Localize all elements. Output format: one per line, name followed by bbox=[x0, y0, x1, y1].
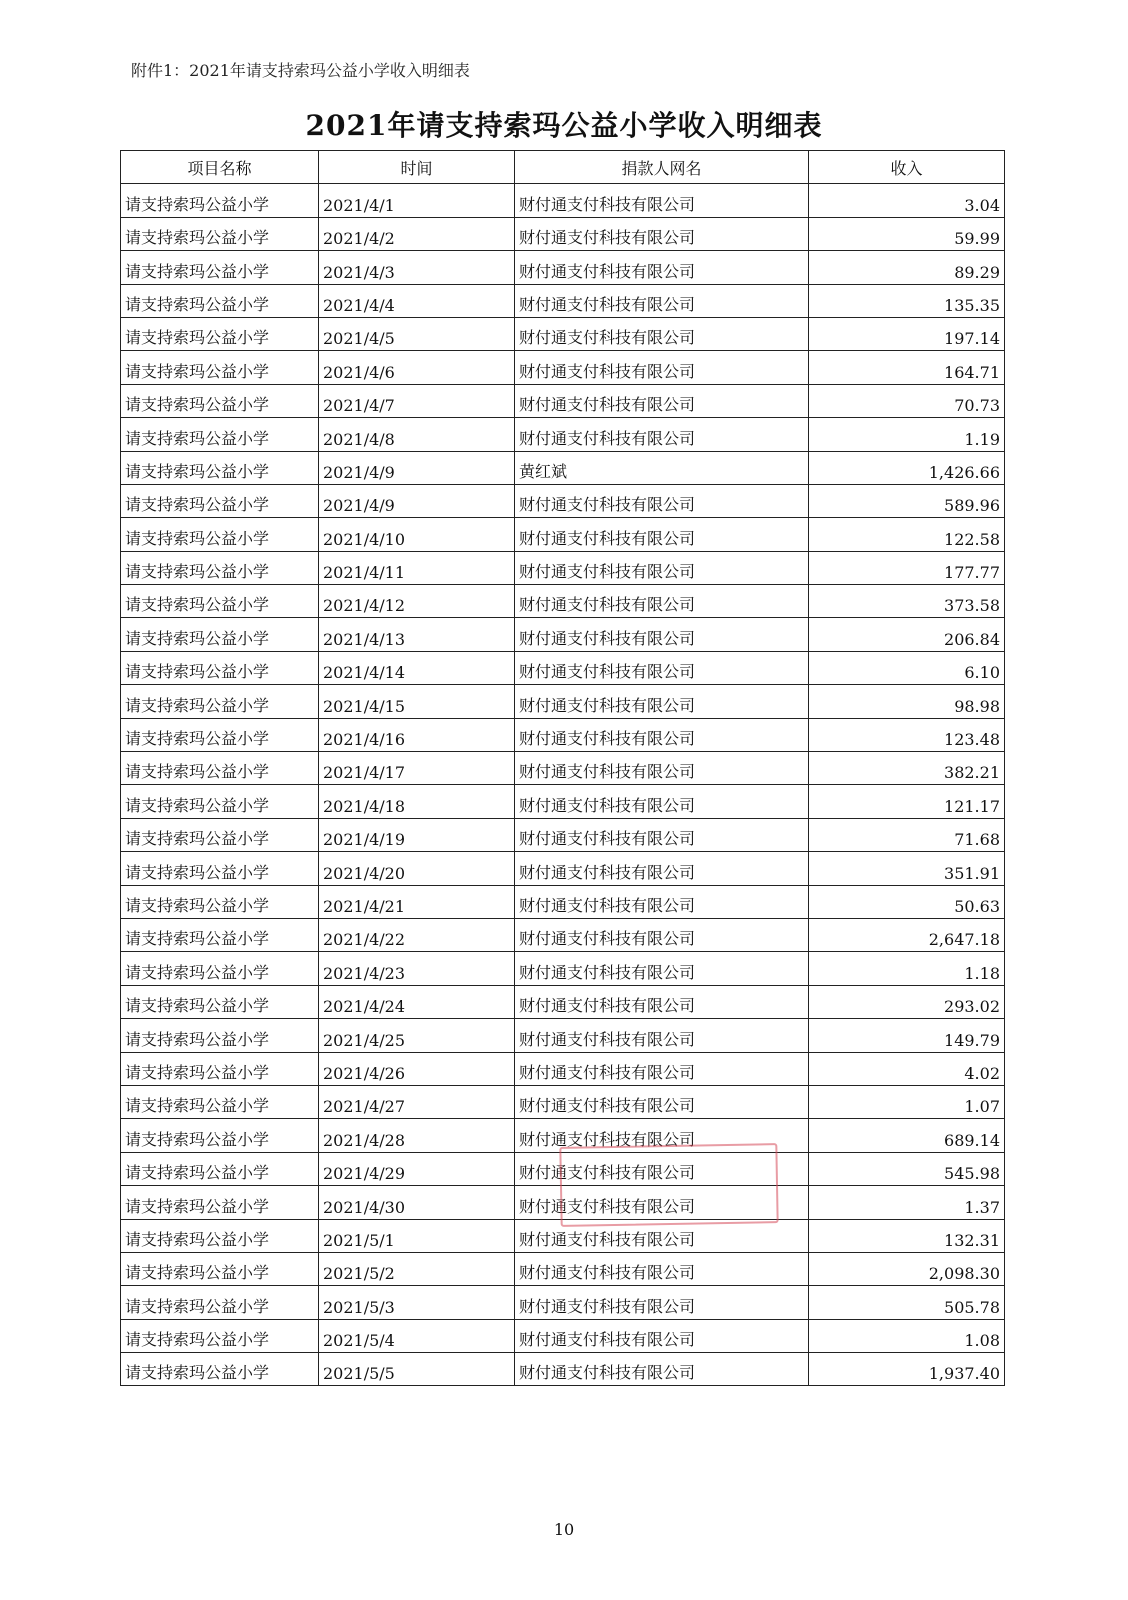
table-row bbox=[121, 651, 1005, 684]
table-row bbox=[121, 1219, 1005, 1252]
document-title: 2021年请支持索玛公益小学收入明细表 bbox=[305, 109, 823, 142]
table-row bbox=[121, 952, 1005, 985]
table-row bbox=[121, 1353, 1005, 1386]
cell-amount: 1.19 bbox=[809, 418, 1005, 451]
table-row bbox=[121, 1152, 1005, 1185]
cell-donor: 财付通支付科技有限公司 bbox=[515, 284, 809, 317]
cell-amount: 98.98 bbox=[809, 685, 1005, 718]
cell-date: 2021/4/19 bbox=[319, 818, 515, 851]
cell-donor: 财付通支付科技有限公司 bbox=[515, 484, 809, 517]
cell-donor: 财付通支付科技有限公司 bbox=[515, 918, 809, 951]
cell-date: 2021/4/9 bbox=[319, 484, 515, 517]
cell-amount: 293.02 bbox=[809, 985, 1005, 1018]
cell-date: 2021/4/9 bbox=[319, 451, 515, 484]
cell-donor: 财付通支付科技有限公司 bbox=[515, 752, 809, 785]
table-row bbox=[121, 518, 1005, 551]
cell-date: 2021/4/22 bbox=[319, 918, 515, 951]
cell-amount: 505.78 bbox=[809, 1286, 1005, 1319]
cell-date: 2021/5/1 bbox=[319, 1219, 515, 1252]
cell-donor: 财付通支付科技有限公司 bbox=[515, 1252, 809, 1285]
table-row bbox=[121, 718, 1005, 751]
cell-project: 请支持索玛公益小学 bbox=[121, 184, 319, 217]
column-header-project: 项目名称 bbox=[121, 151, 319, 184]
cell-donor: 财付通支付科技有限公司 bbox=[515, 1119, 809, 1152]
table-row bbox=[121, 585, 1005, 618]
cell-amount: 71.68 bbox=[809, 818, 1005, 851]
cell-amount: 373.58 bbox=[809, 585, 1005, 618]
cell-date: 2021/4/25 bbox=[319, 1019, 515, 1052]
cell-project: 请支持索玛公益小学 bbox=[121, 651, 319, 684]
cell-project: 请支持索玛公益小学 bbox=[121, 852, 319, 885]
cell-project: 请支持索玛公益小学 bbox=[121, 351, 319, 384]
table-row bbox=[121, 885, 1005, 918]
cell-amount: 4.02 bbox=[809, 1052, 1005, 1085]
cell-project: 请支持索玛公益小学 bbox=[121, 885, 319, 918]
page-number: 10 bbox=[553, 1520, 575, 1539]
cell-project: 请支持索玛公益小学 bbox=[121, 685, 319, 718]
income-table bbox=[120, 150, 1005, 1386]
cell-date: 2021/4/29 bbox=[319, 1152, 515, 1185]
table-row bbox=[121, 618, 1005, 651]
cell-donor: 财付通支付科技有限公司 bbox=[515, 1019, 809, 1052]
cell-date: 2021/4/16 bbox=[319, 718, 515, 751]
cell-date: 2021/4/23 bbox=[319, 952, 515, 985]
cell-date: 2021/4/3 bbox=[319, 251, 515, 284]
cell-date: 2021/4/4 bbox=[319, 284, 515, 317]
cell-amount: 351.91 bbox=[809, 852, 1005, 885]
cell-donor: 财付通支付科技有限公司 bbox=[515, 1186, 809, 1219]
table-row bbox=[121, 1119, 1005, 1152]
cell-project: 请支持索玛公益小学 bbox=[121, 1186, 319, 1219]
table-row bbox=[121, 551, 1005, 584]
cell-amount: 123.48 bbox=[809, 718, 1005, 751]
table-header-row bbox=[121, 151, 1005, 184]
cell-project: 请支持索玛公益小学 bbox=[121, 1353, 319, 1386]
cell-amount: 177.77 bbox=[809, 551, 1005, 584]
cell-project: 请支持索玛公益小学 bbox=[121, 918, 319, 951]
cell-amount: 1.37 bbox=[809, 1186, 1005, 1219]
cell-project: 请支持索玛公益小学 bbox=[121, 952, 319, 985]
cell-donor: 财付通支付科技有限公司 bbox=[515, 985, 809, 1018]
table-row bbox=[121, 818, 1005, 851]
table-row bbox=[121, 685, 1005, 718]
table-row bbox=[121, 351, 1005, 384]
cell-date: 2021/4/8 bbox=[319, 418, 515, 451]
table-row bbox=[121, 1085, 1005, 1118]
cell-date: 2021/4/28 bbox=[319, 1119, 515, 1152]
cell-donor: 财付通支付科技有限公司 bbox=[515, 518, 809, 551]
cell-donor: 财付通支付科技有限公司 bbox=[515, 1319, 809, 1352]
cell-amount: 3.04 bbox=[809, 184, 1005, 217]
column-header-amount: 收入 bbox=[809, 151, 1005, 184]
cell-amount: 164.71 bbox=[809, 351, 1005, 384]
cell-donor: 财付通支付科技有限公司 bbox=[515, 1219, 809, 1252]
table-row bbox=[121, 251, 1005, 284]
cell-date: 2021/4/17 bbox=[319, 752, 515, 785]
table-row bbox=[121, 418, 1005, 451]
cell-date: 2021/4/13 bbox=[319, 618, 515, 651]
cell-amount: 206.84 bbox=[809, 618, 1005, 651]
cell-project: 请支持索玛公益小学 bbox=[121, 818, 319, 851]
cell-donor: 财付通支付科技有限公司 bbox=[515, 718, 809, 751]
cell-date: 2021/4/27 bbox=[319, 1085, 515, 1118]
cell-amount: 135.35 bbox=[809, 284, 1005, 317]
table-row bbox=[121, 985, 1005, 1018]
cell-project: 请支持索玛公益小学 bbox=[121, 618, 319, 651]
table-row bbox=[121, 1052, 1005, 1085]
cell-donor: 财付通支付科技有限公司 bbox=[515, 885, 809, 918]
cell-project: 请支持索玛公益小学 bbox=[121, 551, 319, 584]
cell-amount: 149.79 bbox=[809, 1019, 1005, 1052]
table-row bbox=[121, 184, 1005, 217]
table-row bbox=[121, 484, 1005, 517]
cell-amount: 70.73 bbox=[809, 384, 1005, 417]
cell-donor: 财付通支付科技有限公司 bbox=[515, 217, 809, 250]
table-row bbox=[121, 284, 1005, 317]
cell-date: 2021/4/12 bbox=[319, 585, 515, 618]
cell-date: 2021/4/1 bbox=[319, 184, 515, 217]
cell-project: 请支持索玛公益小学 bbox=[121, 1319, 319, 1352]
table-row bbox=[121, 317, 1005, 350]
cell-project: 请支持索玛公益小学 bbox=[121, 985, 319, 1018]
cell-project: 请支持索玛公益小学 bbox=[121, 284, 319, 317]
table-row bbox=[121, 752, 1005, 785]
cell-date: 2021/4/14 bbox=[319, 651, 515, 684]
cell-donor: 财付通支付科技有限公司 bbox=[515, 1085, 809, 1118]
cell-project: 请支持索玛公益小学 bbox=[121, 1019, 319, 1052]
cell-donor: 财付通支付科技有限公司 bbox=[515, 251, 809, 284]
cell-amount: 59.99 bbox=[809, 217, 1005, 250]
cell-date: 2021/4/20 bbox=[319, 852, 515, 885]
column-header-date: 时间 bbox=[319, 151, 515, 184]
cell-date: 2021/4/24 bbox=[319, 985, 515, 1018]
column-header-donor: 捐款人网名 bbox=[515, 151, 809, 184]
cell-date: 2021/4/5 bbox=[319, 317, 515, 350]
cell-date: 2021/4/2 bbox=[319, 217, 515, 250]
cell-project: 请支持索玛公益小学 bbox=[121, 1119, 319, 1152]
cell-project: 请支持索玛公益小学 bbox=[121, 518, 319, 551]
cell-donor: 财付通支付科技有限公司 bbox=[515, 317, 809, 350]
cell-amount: 689.14 bbox=[809, 1119, 1005, 1152]
table-row bbox=[121, 384, 1005, 417]
cell-donor: 财付通支付科技有限公司 bbox=[515, 818, 809, 851]
cell-donor: 财付通支付科技有限公司 bbox=[515, 1052, 809, 1085]
cell-date: 2021/4/15 bbox=[319, 685, 515, 718]
cell-date: 2021/5/2 bbox=[319, 1252, 515, 1285]
cell-amount: 589.96 bbox=[809, 484, 1005, 517]
cell-project: 请支持索玛公益小学 bbox=[121, 384, 319, 417]
cell-donor: 财付通支付科技有限公司 bbox=[515, 651, 809, 684]
table-row bbox=[121, 1286, 1005, 1319]
cell-amount: 1,426.66 bbox=[809, 451, 1005, 484]
cell-amount: 197.14 bbox=[809, 317, 1005, 350]
cell-date: 2021/4/18 bbox=[319, 785, 515, 818]
cell-amount: 1.07 bbox=[809, 1085, 1005, 1118]
cell-project: 请支持索玛公益小学 bbox=[121, 418, 319, 451]
cell-project: 请支持索玛公益小学 bbox=[121, 585, 319, 618]
cell-project: 请支持索玛公益小学 bbox=[121, 217, 319, 250]
cell-donor: 财付通支付科技有限公司 bbox=[515, 384, 809, 417]
cell-date: 2021/4/11 bbox=[319, 551, 515, 584]
cell-project: 请支持索玛公益小学 bbox=[121, 1219, 319, 1252]
cell-amount: 1.18 bbox=[809, 952, 1005, 985]
cell-donor: 财付通支付科技有限公司 bbox=[515, 1286, 809, 1319]
cell-amount: 1,937.40 bbox=[809, 1353, 1005, 1386]
table-row bbox=[121, 1319, 1005, 1352]
cell-date: 2021/4/6 bbox=[319, 351, 515, 384]
cell-donor: 财付通支付科技有限公司 bbox=[515, 685, 809, 718]
cell-amount: 2,098.30 bbox=[809, 1252, 1005, 1285]
cell-project: 请支持索玛公益小学 bbox=[121, 718, 319, 751]
cell-project: 请支持索玛公益小学 bbox=[121, 1252, 319, 1285]
cell-project: 请支持索玛公益小学 bbox=[121, 484, 319, 517]
cell-amount: 122.58 bbox=[809, 518, 1005, 551]
table-row bbox=[121, 785, 1005, 818]
cell-project: 请支持索玛公益小学 bbox=[121, 1152, 319, 1185]
table-row bbox=[121, 1019, 1005, 1052]
cell-date: 2021/5/3 bbox=[319, 1286, 515, 1319]
cell-donor: 财付通支付科技有限公司 bbox=[515, 351, 809, 384]
cell-donor: 财付通支付科技有限公司 bbox=[515, 952, 809, 985]
cell-amount: 121.17 bbox=[809, 785, 1005, 818]
cell-amount: 382.21 bbox=[809, 752, 1005, 785]
table-row bbox=[121, 918, 1005, 951]
cell-project: 请支持索玛公益小学 bbox=[121, 1052, 319, 1085]
cell-amount: 1.08 bbox=[809, 1319, 1005, 1352]
cell-donor: 财付通支付科技有限公司 bbox=[515, 585, 809, 618]
cell-date: 2021/5/5 bbox=[319, 1353, 515, 1386]
table-row bbox=[121, 852, 1005, 885]
cell-project: 请支持索玛公益小学 bbox=[121, 785, 319, 818]
table-row bbox=[121, 217, 1005, 250]
cell-date: 2021/4/21 bbox=[319, 885, 515, 918]
cell-donor: 财付通支付科技有限公司 bbox=[515, 184, 809, 217]
cell-project: 请支持索玛公益小学 bbox=[121, 251, 319, 284]
cell-project: 请支持索玛公益小学 bbox=[121, 451, 319, 484]
cell-project: 请支持索玛公益小学 bbox=[121, 1085, 319, 1118]
cell-amount: 89.29 bbox=[809, 251, 1005, 284]
cell-project: 请支持索玛公益小学 bbox=[121, 752, 319, 785]
table-row bbox=[121, 1186, 1005, 1219]
cell-amount: 50.63 bbox=[809, 885, 1005, 918]
cell-donor: 黄红斌 bbox=[515, 451, 809, 484]
cell-donor: 财付通支付科技有限公司 bbox=[515, 418, 809, 451]
cell-donor: 财付通支付科技有限公司 bbox=[515, 852, 809, 885]
cell-donor: 财付通支付科技有限公司 bbox=[515, 618, 809, 651]
cell-donor: 财付通支付科技有限公司 bbox=[515, 1152, 809, 1185]
cell-project: 请支持索玛公益小学 bbox=[121, 1286, 319, 1319]
cell-date: 2021/4/26 bbox=[319, 1052, 515, 1085]
cell-amount: 132.31 bbox=[809, 1219, 1005, 1252]
cell-donor: 财付通支付科技有限公司 bbox=[515, 1353, 809, 1386]
cell-amount: 545.98 bbox=[809, 1152, 1005, 1185]
cell-amount: 6.10 bbox=[809, 651, 1005, 684]
cell-donor: 财付通支付科技有限公司 bbox=[515, 551, 809, 584]
cell-donor: 财付通支付科技有限公司 bbox=[515, 785, 809, 818]
cell-date: 2021/4/30 bbox=[319, 1186, 515, 1219]
cell-amount: 2,647.18 bbox=[809, 918, 1005, 951]
cell-date: 2021/5/4 bbox=[319, 1319, 515, 1352]
table-body bbox=[121, 184, 1005, 1386]
cell-project: 请支持索玛公益小学 bbox=[121, 317, 319, 350]
table-row bbox=[121, 1252, 1005, 1285]
cell-date: 2021/4/10 bbox=[319, 518, 515, 551]
attachment-label: 附件1：2021年请支持索玛公益小学收入明细表 bbox=[131, 61, 470, 80]
cell-date: 2021/4/7 bbox=[319, 384, 515, 417]
table-row bbox=[121, 451, 1005, 484]
